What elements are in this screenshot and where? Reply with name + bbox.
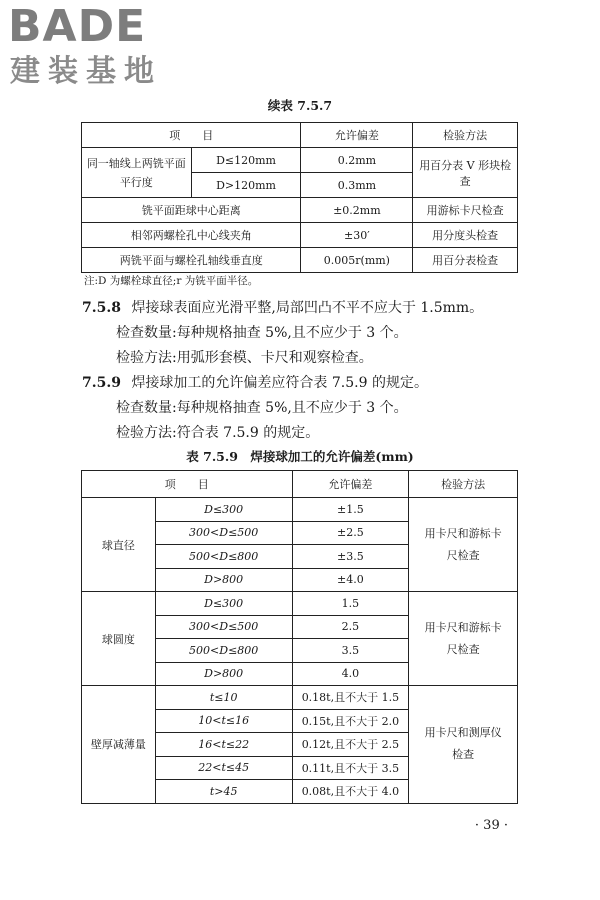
range-cell: t>45 — [155, 780, 292, 804]
table-7-5-9 — [81, 470, 518, 804]
row-label: 相邻两螺栓孔中心线夹角 — [82, 223, 301, 248]
row-value: 0.2mm — [301, 148, 413, 173]
tolerance-cell: 4.0 — [292, 662, 409, 686]
range-cell: 22<t≤45 — [155, 756, 292, 780]
method-cell: 用卡尺和测厚仪检查 — [409, 686, 518, 804]
tolerance-cell: 0.12t,且不大于 2.5 — [292, 733, 409, 757]
row-value: ±0.2mm — [301, 198, 413, 223]
clause-7-5-9 — [82, 373, 428, 393]
logo-wordmark: BADE — [8, 1, 147, 52]
table-7-5-7-continued — [81, 122, 518, 273]
inspection-method: 检验方法:用弧形套模、卡尺和观察检查。 — [116, 350, 373, 366]
table2-caption: 表 7.5.9 焊接球加工的允许偏差(mm) — [186, 449, 414, 464]
tolerance-cell: 1.5 — [292, 592, 409, 616]
range-cell: 10<t≤16 — [155, 709, 292, 733]
range-cell: D≤300 — [155, 592, 292, 616]
clause-number: 7.5.9 — [82, 375, 121, 391]
table-row — [82, 498, 518, 522]
tolerance-cell: ±4.0 — [292, 568, 409, 592]
tolerance-cell: ±2.5 — [292, 521, 409, 545]
clause-number: 7.5.8 — [82, 300, 121, 316]
header-method: 检验方法 — [409, 471, 518, 498]
range-cell: 500<D≤800 — [155, 545, 292, 569]
table-row — [82, 223, 518, 248]
range-cell: 500<D≤800 — [155, 639, 292, 663]
tolerance-cell: 3.5 — [292, 639, 409, 663]
clause-text: 焊接球表面应光滑平整,局部凹凸不平不应大于 1.5mm。 — [131, 300, 484, 316]
row-label: 铣平面距球中心距离 — [82, 198, 301, 223]
row-method: 用百分表检查 — [413, 248, 518, 273]
row-method: 用百分表 V 形块检查 — [413, 148, 518, 198]
row-label: 同一轴线上两铣平面平行度 — [82, 148, 192, 198]
method-cell: 用卡尺和游标卡尺检查 — [409, 498, 518, 592]
inspection-method: 检验方法:符合表 7.5.9 的规定。 — [116, 425, 320, 441]
tolerance-cell: 0.08t,且不大于 4.0 — [292, 780, 409, 804]
row-value: 0.005r(mm) — [301, 248, 413, 273]
group-label: 球直径 — [82, 498, 156, 592]
range-cell: t≤10 — [155, 686, 292, 710]
tolerance-cell: 0.11t,且不大于 3.5 — [292, 756, 409, 780]
range-cell: 300<D≤500 — [155, 615, 292, 639]
table-row — [82, 148, 518, 173]
inspection-quantity: 检查数量:每种规格抽查 5%,且不应少于 3 个。 — [116, 325, 408, 341]
row-sublabel: D>120mm — [191, 173, 301, 198]
tolerance-cell: 0.18t,且不大于 1.5 — [292, 686, 409, 710]
row-sublabel: D≤120mm — [191, 148, 301, 173]
row-label: 两铣平面与螺栓孔轴线垂直度 — [82, 248, 301, 273]
range-cell: D≤300 — [155, 498, 292, 522]
tolerance-cell: ±3.5 — [292, 545, 409, 569]
range-cell: D>800 — [155, 662, 292, 686]
table1-caption: 续表 7.5.7 — [267, 98, 333, 113]
row-method: 用游标卡尺检查 — [413, 198, 518, 223]
table-header-row — [82, 471, 518, 498]
clause-7-5-8 — [82, 298, 483, 318]
tolerance-cell: ±1.5 — [292, 498, 409, 522]
table-row — [82, 592, 518, 616]
range-cell: 16<t≤22 — [155, 733, 292, 757]
header-item: 项 目 — [82, 471, 293, 498]
row-method: 用分度头检查 — [413, 223, 518, 248]
header-tolerance: 允许偏差 — [292, 471, 409, 498]
table-header-row — [82, 123, 518, 148]
logo-subtitle: 建装基地 — [10, 54, 162, 89]
header-item: 项 目 — [82, 123, 301, 148]
method-cell: 用卡尺和游标卡尺检查 — [409, 592, 518, 686]
inspection-quantity: 检查数量:每种规格抽查 5%,且不应少于 3 个。 — [116, 400, 408, 416]
tolerance-cell: 0.15t,且不大于 2.0 — [292, 709, 409, 733]
range-cell: D>800 — [155, 568, 292, 592]
bade-logo — [8, 1, 208, 96]
table-row — [82, 686, 518, 710]
table1-note: 注:D 为螺栓球直径;r 为铣平面半径。 — [84, 275, 259, 287]
range-cell: 300<D≤500 — [155, 521, 292, 545]
group-label: 壁厚减薄量 — [82, 686, 156, 804]
table-row — [82, 198, 518, 223]
header-method: 检验方法 — [413, 123, 518, 148]
header-tolerance: 允许偏差 — [301, 123, 413, 148]
clause-text: 焊接球加工的允许偏差应符合表 7.5.9 的规定。 — [131, 375, 428, 391]
row-value: ±30′ — [301, 223, 413, 248]
page-number: · 39 · — [474, 818, 508, 833]
table-row — [82, 248, 518, 273]
group-label: 球圆度 — [82, 592, 156, 686]
row-value: 0.3mm — [301, 173, 413, 198]
tolerance-cell: 2.5 — [292, 615, 409, 639]
